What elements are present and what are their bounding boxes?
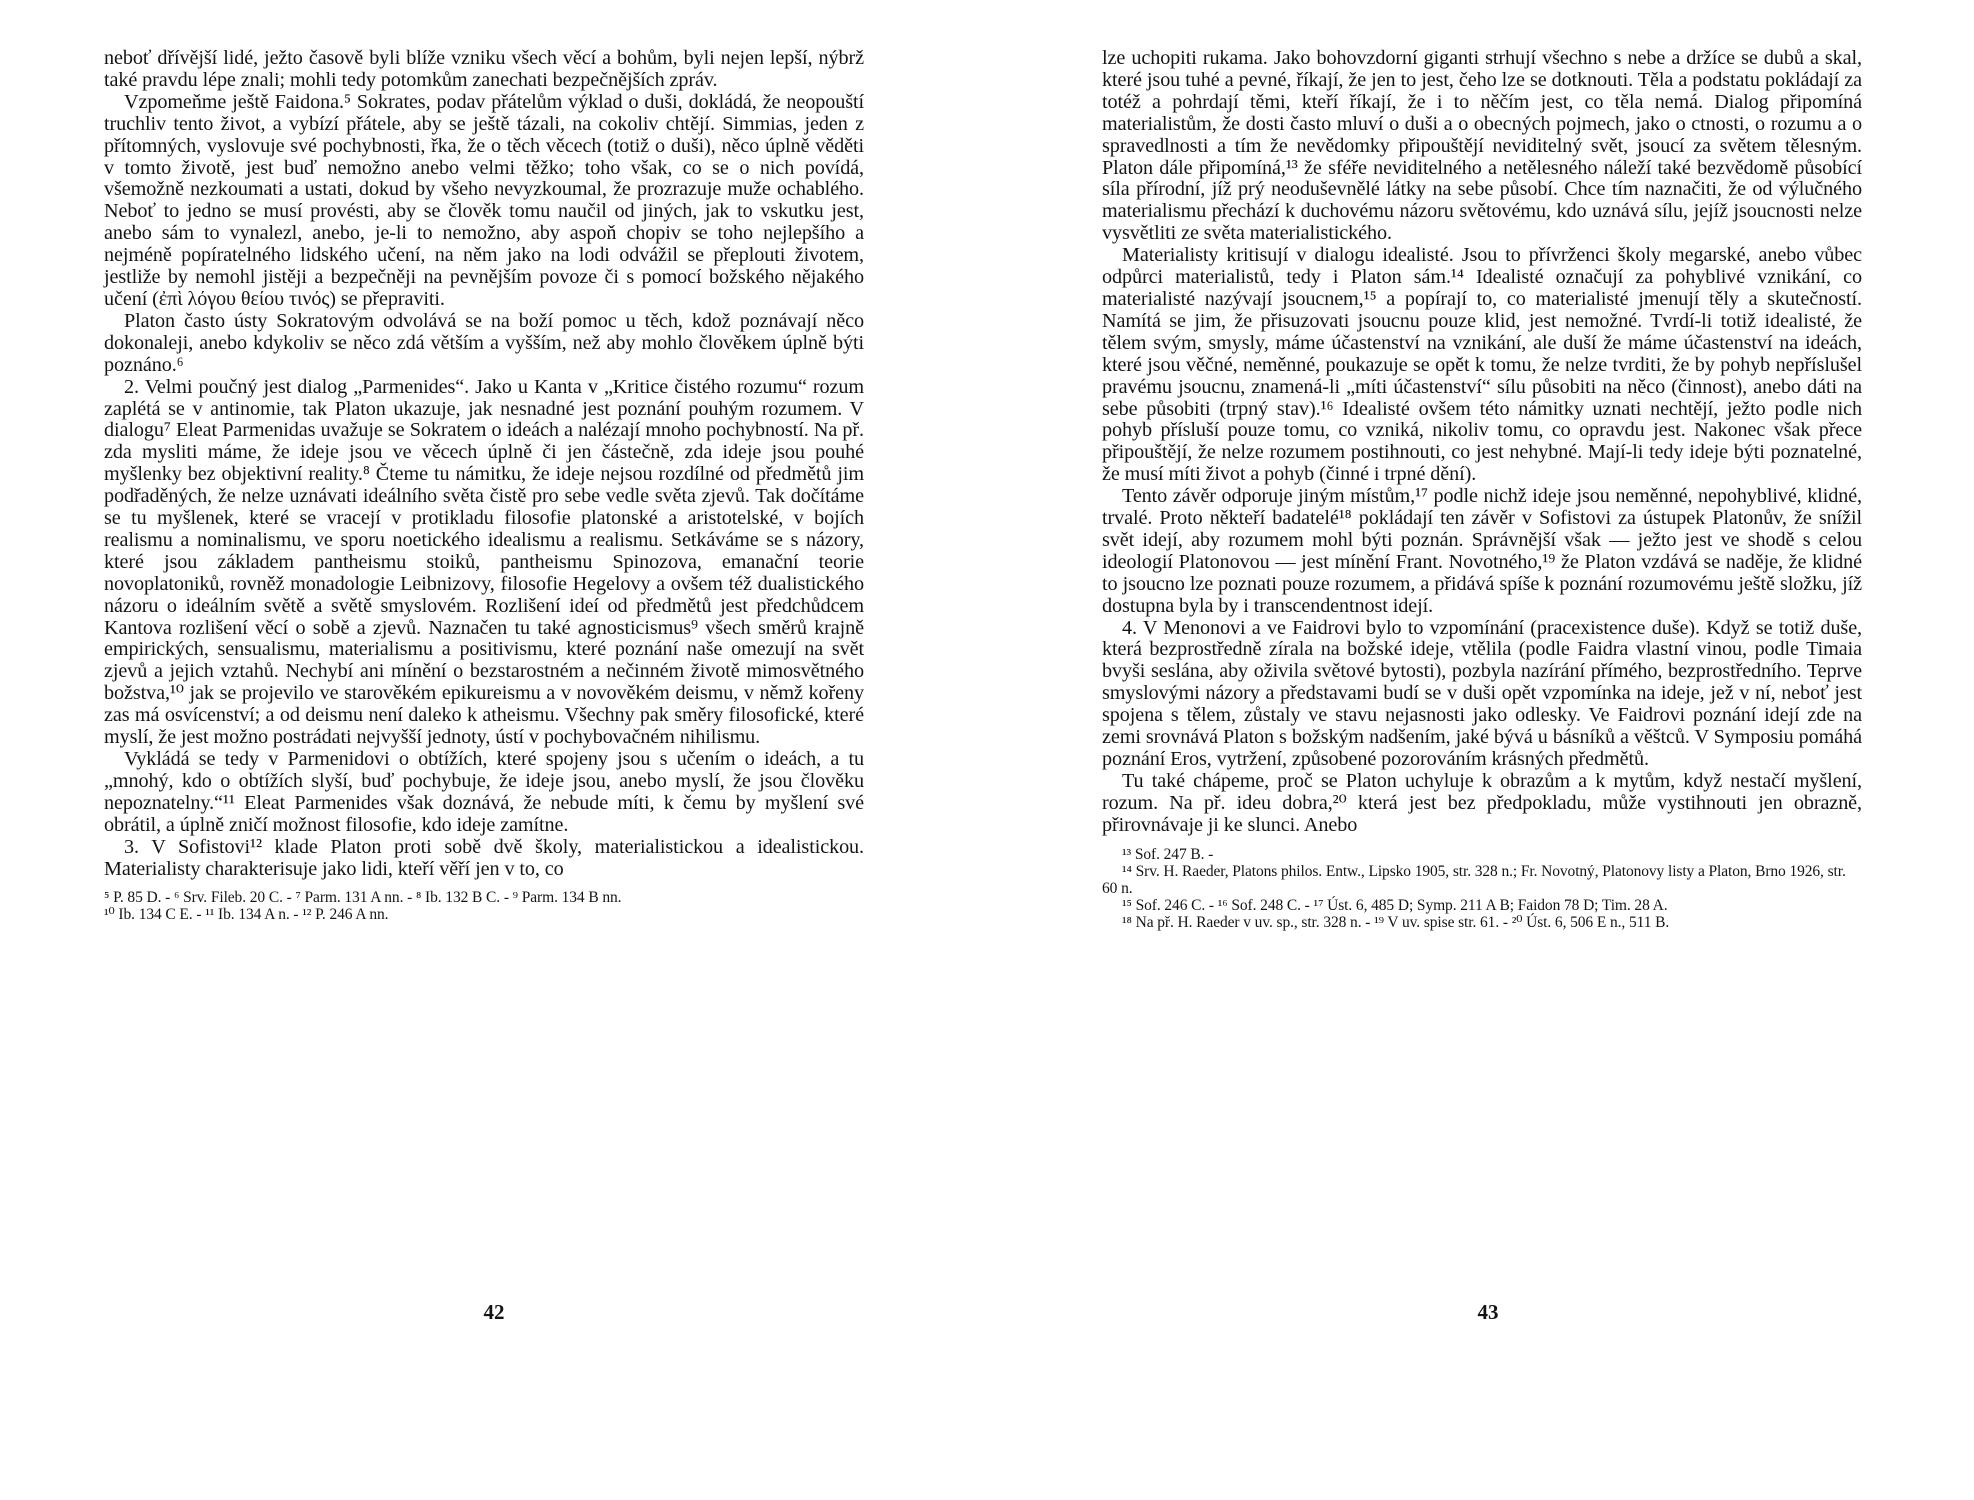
paragraph: 3. V Sofistovi¹² klade Platon proti sobě dvě školy, materialistickou a idealistickou. Materialisty charakterisuje jako lidi, kteří věří jen v to, co	[104, 835, 864, 880]
right-page	[1102, 48, 1862, 931]
paragraph: 4. V Menonovi a ve Faidrovi bylo to vzpomínání (pracexistence duše). Když se totiž duše, která bezprostředně zírala na božské ideje, vtělila (podle Faidra vlastní vinou, podle Timaia bvyši seslána, aby oživila světové bytosti), pozbyla nazírání přímého, bezprostředního. Teprve smyslovými názory a představami budí se v duši opět vzpomínka na ideje, jež v ní, neboť jest spojena s tělem, zůstaly ve stavu nejasnosti jako odlesky. Ve Faidrovi poznání idejí zde na zemi srovnává Platon s božským nadšením, jaké bývá u básníků a věštců. V Symposiu pomáhá poznání Eros, vytržení, způsobené pozorováním krásných předmětů.	[1102, 616, 1862, 770]
page-number: 43	[1477, 1300, 1499, 1324]
footnotes	[104, 889, 864, 923]
page-number: 42	[483, 1300, 505, 1324]
paragraph: 2. Velmi poučný jest dialog „Parmenides“. Jako u Kanta v „Kritice čistého rozumu“ rozum zaplétá se v antinomie, tak Platon ukazuje, jak nesnadné jest poznání pouhým rozumem. V dialogu⁷ Eleat Parmenidas uvažuje se Sokratem o ideách a nalézají mnoho pochybností. Na př. zda mysliti máme, že ideje jsou ve věcech úplně či jen částečně, zda ideje jsou pouhé myšlenky bez objektivní reality.⁸ Čteme tu námitku, že ideje nejsou rozdílné od předmětů jim podřaděných, že nelze uznávati ideálního světa čistě pro sebe vedle světa zjevů. Tak dočítáme se tu myšlenek, které se vracejí v protikladu filosofie platonské a aristotelské, v bojích realismu a nominalismu, ve sporu noetického idealismu a realismu. Setkáváme se s názory, které jsou základem pantheismu stoiků, pantheismu Spinozova, emanační teorie novoplatoniků, rovněž monadologie Leibnizovy, filosofie Hegelovy a ovšem též dualistického názoru o ideálním světě a světě smyslovém. Rozlišení ideí od předmětů jest předchůdcem Kantova rozlišení věcí o sobě a zjevů. Naznačen tu také agnosticismus⁹ všech směrů krajně empirických, sensualismu, materialismu a positivismu, které poznání naše omezují na svět zjevů a jejich vztahů. Nechybí ani mínění o bezstarostném a nečinném životě mimosvětného božstva,¹⁰ jak se projevilo ve starověkém epikureismu a v novověkém deismu, v němž kořeny zas má osvícenství; a od deismu není daleko k atheismu. Všechny pak směry filosofické, které myslí, že jest možno postrádati nejvyšší jednoty, ústí v pochybovačném nihilismu.	[104, 375, 864, 749]
footnote: ⁵ P. 85 D. - ⁶ Srv. Fileb. 20 C. - ⁷ Parm. 131 A nn. - ⁸ Ib. 132 B C. - ⁹ Parm. 134 B nn.	[104, 889, 622, 907]
footnote: ¹⁸ Na př. H. Raeder v uv. sp., str. 328 n. - ¹⁹ V uv. spise str. 61. - ²⁰ Úst. 6, 506 E n., 511 B.	[1122, 913, 1670, 931]
paragraph: lze uchopiti rukama. Jako bohovzdorní giganti strhují všechno s nebe a držíce se dubů a skal, které jsou tuhé a pevné, říkají, že jen to jest, čeho lze se dotknouti. Těla a podstatu pokládají za totéž a pohrdají těmi, kteří říkají, že i to něčím jest, co těla nemá. Dialog připomíná materialistům, že dosti často mluví o duši a o obecných pojmech, jako o ctnosti, o rozumu a o spravedlnosti a tím že nevědomky připouštějí neviditelný svět, jsoucí za světem tělesným. Platon dále připomíná,¹³ že sféře neviditelného a netělesného náleží také bezvědomě působící síla přírodní, jíž prý neoduševnělé látky na sebe působí. Chce tím naznačiti, že od výlučného materialismu přechází k duchovému názoru světovému, kdo uznává sílu, jejíž jsoucnosti nelze vysvětliti ze světa materialistického.	[1102, 47, 1862, 245]
left-page	[104, 48, 864, 923]
paragraph: Vzpomeňme ještě Faidona.⁵ Sokrates, podav přátelům výklad o duši, dokládá, že neopouští truchliv tento život, a vybízí přátele, aby se ještě tázali, na cokoliv chtějí. Simmias, jeden z přítomných, vyslovuje své pochybnosti, řka, že o těch věcech (totiž o duši), něco úplně věděti v tomto životě, jest buď nemožno anebo velmi těžko; toho však, co se o nich povídá, všemožně nezkoumati a ustati, dokud by všeho nevyzkoumal, že prozrazuje muže ochablého. Neboť to jedno se musí provésti, aby se člověk tomu naučil od jiných, jak to vskutku jest, anebo sám to vynalezl, anebo, je-li to nemožno, aby aspoň chopiv se toho nejlepšího a nejméně popíratelného lidského učení, na něm jako na lodi odvážil se přeplouti životem, jestliže by nemohl jistěji a bezpečněji na pevnějším povoze či s pomocí božského nějakého učení (ἐπὶ λόγου θείου τινός) se přepraviti.	[104, 90, 864, 310]
footnote: ¹³ Sof. 247 B. -	[1122, 845, 1214, 863]
paragraph: Vykládá se tedy v Parmenidovi o obtížích, které spojeny jsou s učením o ideách, a tu „mnohý, kdo o obtížích slyší, buď pochybuje, že ideje jsou, anebo myslí, že jsou člověku nepoznatelny.“¹¹ Eleat Parmenides však doznává, že nebude míti, k čemu by myšlení své obrátil, a úplně zničí možnost filosofie, kdo ideje zamítne.	[104, 748, 864, 836]
paragraph: Tento závěr odporuje jiným místům,¹⁷ podle nichž ideje jsou neměnné, nepohyblivé, klidné, trvalé. Proto někteří badatelé¹⁸ pokládají ten závěr v Sofistovi za ústupek Platonův, že snížil svět idejí, aby rozumem mohl býti poznán. Správnější však — ježto jest ve shodě s celou ideologií Platonovou — jest mínění Frant. Novotného,¹⁹ že Platon vzdává se naděje, že klidné to jsoucno lze poznati pouze rozumem, a přidává spíše k poznání rozumovému ještě složku, jíž dostupna byla by i transcendentnost idejí.	[1102, 485, 1862, 617]
footnotes	[1102, 846, 1862, 931]
paragraph: neboť dřívější lidé, ježto časově byli blíže vzniku všech věcí a bohům, byli nejen lepší, nýbrž také pravdu lépe znali; mohli tedy potomkům zanechati bezpečnějších zpráv.	[104, 47, 864, 91]
footnote: ¹⁵ Sof. 246 C. - ¹⁶ Sof. 248 C. - ¹⁷ Úst. 6, 485 D; Symp. 211 A B; Faidon 78 D; Tim. 28 A.	[1122, 896, 1668, 914]
footnote: ¹⁰ Ib. 134 C E. - ¹¹ Ib. 134 A n. - ¹² P. 246 A nn.	[104, 906, 389, 924]
paragraph: Tu také chápeme, proč se Platon uchyluje k obrazům a k mytům, když nestačí myšlení, rozum. Na př. ideu dobra,²⁰ která jest bez předpokladu, může vystihnouti jen obrazně, přirovnávaje ji ke slunci. Anebo	[1102, 769, 1862, 836]
paragraph: Platon často ústy Sokratovým odvolává se na boží pomoc u těch, kdož poznávají něco dokonaleji, anebo kdykoliv se něco zdá větším a vyšším, než aby mohlo člověkem úplně býti poznáno.⁶	[104, 309, 864, 376]
paragraph: Materialisty kritisují v dialogu idealisté. Jsou to přívrženci školy megarské, anebo vůbec odpůrci materialistů, tedy i Platon sám.¹⁴ Idealisté označují za pohyblivé vznikání, co materialisté nazývají jsoucnem,¹⁵ a popírají to, co materialisté jmenují těly a skutečností. Namítá se jim, že přisuzovati jsoucnu pouze klid, jest nemožné. Tvrdí-li totiž idealisté, že tělem svým, smysly, máme účastenství na vznikání, ale duší že máme účastenství na ideách, které jsou věčné, neměnné, poukazuje se opět k tomu, že nelze tvrditi, že by pohyb nepříslušel pravému jsoucnu, znamená-li „míti účastenství“ sílu působiti na něco (činnost), anebo dáti na sebe působiti (trpný stav).¹⁶ Idealisté ovšem této námitky uznati nechtějí, ježto podle nich pohyb přísluší pouze tomu, co vzniká, nikoliv tomu, co opravdu jest. Nakonec však přece připouštějí, že nelze rozumem postihnouti, co jest nehybné. Mají-li tedy ideje býti poznatelné, že musí míti život a pohyb (činné i trpné dění).	[1102, 244, 1862, 486]
footnote: ¹⁴ Srv. H. Raeder, Platons philos. Entw., Lipsko 1905, str. 328 n.; Fr. Novotný, Platonovy listy a Platon, Brno 1926, str. 60 n.	[1102, 862, 1846, 897]
